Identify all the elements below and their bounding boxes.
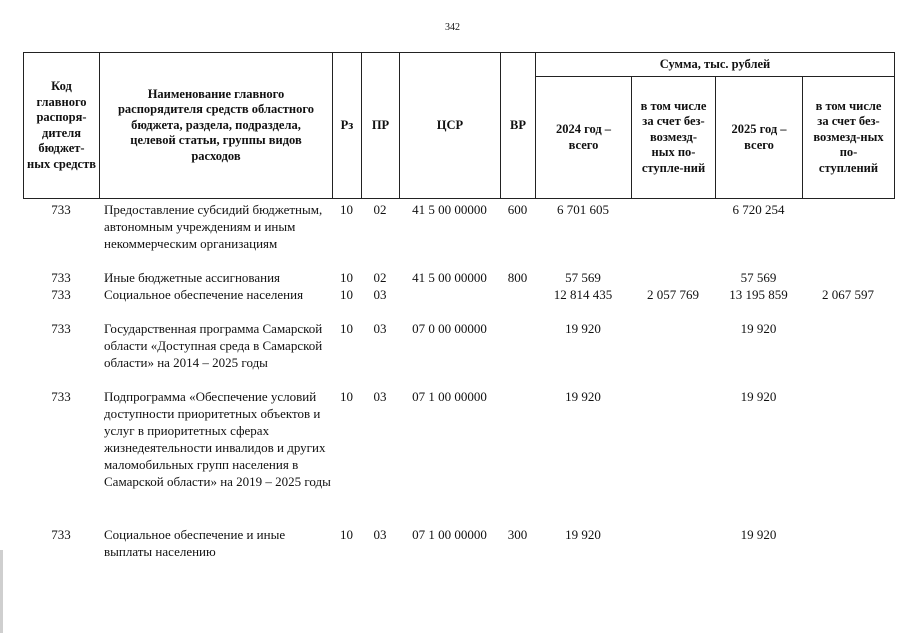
cell-pr: 03 xyxy=(373,287,387,302)
cell-csr: 07 1 00 00000 xyxy=(412,527,487,542)
cell-code: 733 xyxy=(51,321,71,336)
cell-code: 733 xyxy=(51,287,71,302)
cell-sum-2024: 19 920 xyxy=(565,321,601,336)
cell-rz: 10 xyxy=(340,287,353,302)
cell-vr: 600 xyxy=(507,202,528,217)
cell-pr: 02 xyxy=(373,270,387,285)
cell-name: Подпрограмма «Обеспечение условий доступности приоритетных объектов и услуг в приоритетных сферах жизнедеятельности инвалидов и других маломобильных групп населения в Самарской области» на 2019 – 2025 годы xyxy=(104,389,331,489)
cell-sum-2025: 19 920 xyxy=(740,527,777,542)
cell-sum-2025: 13 195 859 xyxy=(729,287,788,302)
cell-name: Иные бюджетные ассигнования xyxy=(104,270,281,285)
header-name-text: Наименование главного распорядителя средств областного бюджета, раздела, подраздела, целевой статьи, группы видов расходов xyxy=(117,86,314,163)
header-2025-total xyxy=(716,77,803,199)
cell-sum-2024: 6 701 605 xyxy=(557,202,609,217)
header-2025-grants-text: в том числе за счет без-возмезд-ных по-ступлений xyxy=(813,98,884,175)
header-2025-total-text: 2025 год – всего xyxy=(731,122,787,152)
header-sum-group: Сумма, тыс. рублей xyxy=(536,53,895,77)
cell-csr: 07 0 00 00000 xyxy=(412,321,487,336)
cell-rz: 10 xyxy=(340,270,353,285)
cell-sum-2024: 19 920 xyxy=(565,527,601,542)
cell-code: 733 xyxy=(51,202,71,217)
header-vr: ВР xyxy=(501,53,536,199)
header-code xyxy=(24,53,100,199)
header-2024-total-text: 2024 год – всего xyxy=(555,122,612,152)
cell-code: 733 xyxy=(51,389,71,404)
scan-edge-mark xyxy=(0,550,3,633)
cell-csr: 41 5 00 00000 xyxy=(412,202,487,217)
cell-vr: 300 xyxy=(507,527,528,542)
page-number: 342 xyxy=(445,22,460,33)
cell-code: 733 xyxy=(51,270,71,285)
cell-rz: 10 xyxy=(340,202,353,217)
header-2024-grants xyxy=(632,77,716,199)
cell-name: Социальное обеспечение и иные выплаты населению xyxy=(104,527,286,559)
header-2024-total xyxy=(536,77,632,199)
cell-sum-2025: 6 720 254 xyxy=(732,202,785,217)
cell-rz: 10 xyxy=(340,527,353,542)
table-header xyxy=(23,52,895,199)
cell-name: Предоставление субсидий бюджетным, автономным учреждениям и иным некоммерческим организациям xyxy=(104,202,323,251)
cell-rz: 10 xyxy=(340,321,353,336)
cell-sum-2024: 12 814 435 xyxy=(553,287,613,302)
cell-code: 733 xyxy=(51,527,71,542)
header-rz: Рз xyxy=(333,53,362,199)
cell-pr: 02 xyxy=(373,202,387,217)
header-code-text: Код главного распоря-дителя бюджет-ных средств xyxy=(27,79,96,171)
cell-name: Государственная программа Самарской области «Доступная среда в Самарской области» на 2014 – 2025 годы xyxy=(104,321,323,370)
cell-sum-2025: 19 920 xyxy=(740,389,777,404)
cell-grants-2024: 2 057 769 xyxy=(647,287,699,302)
cell-grants-2025: 2 067 597 xyxy=(822,287,874,302)
cell-sum-2024: 57 569 xyxy=(565,270,601,285)
header-2024-grants-text: в том числе за счет без-возмезд-ных по-ступле-ний xyxy=(640,98,707,175)
cell-sum-2025: 19 920 xyxy=(740,321,777,336)
cell-rz: 10 xyxy=(340,389,353,404)
cell-csr: 07 1 00 00000 xyxy=(412,389,487,404)
header-pr: ПР xyxy=(362,53,400,199)
cell-sum-2025: 57 569 xyxy=(740,270,777,285)
cell-pr: 03 xyxy=(373,389,387,404)
header-name xyxy=(100,53,333,199)
cell-sum-2024: 19 920 xyxy=(565,389,601,404)
cell-vr: 800 xyxy=(507,270,528,285)
cell-name: Социальное обеспечение населения xyxy=(104,287,304,302)
cell-csr: 41 5 00 00000 xyxy=(412,270,487,285)
header-csr: ЦСР xyxy=(400,53,501,199)
cell-pr: 03 xyxy=(373,321,387,336)
header-2025-grants xyxy=(803,77,895,199)
cell-pr: 03 xyxy=(373,527,387,542)
